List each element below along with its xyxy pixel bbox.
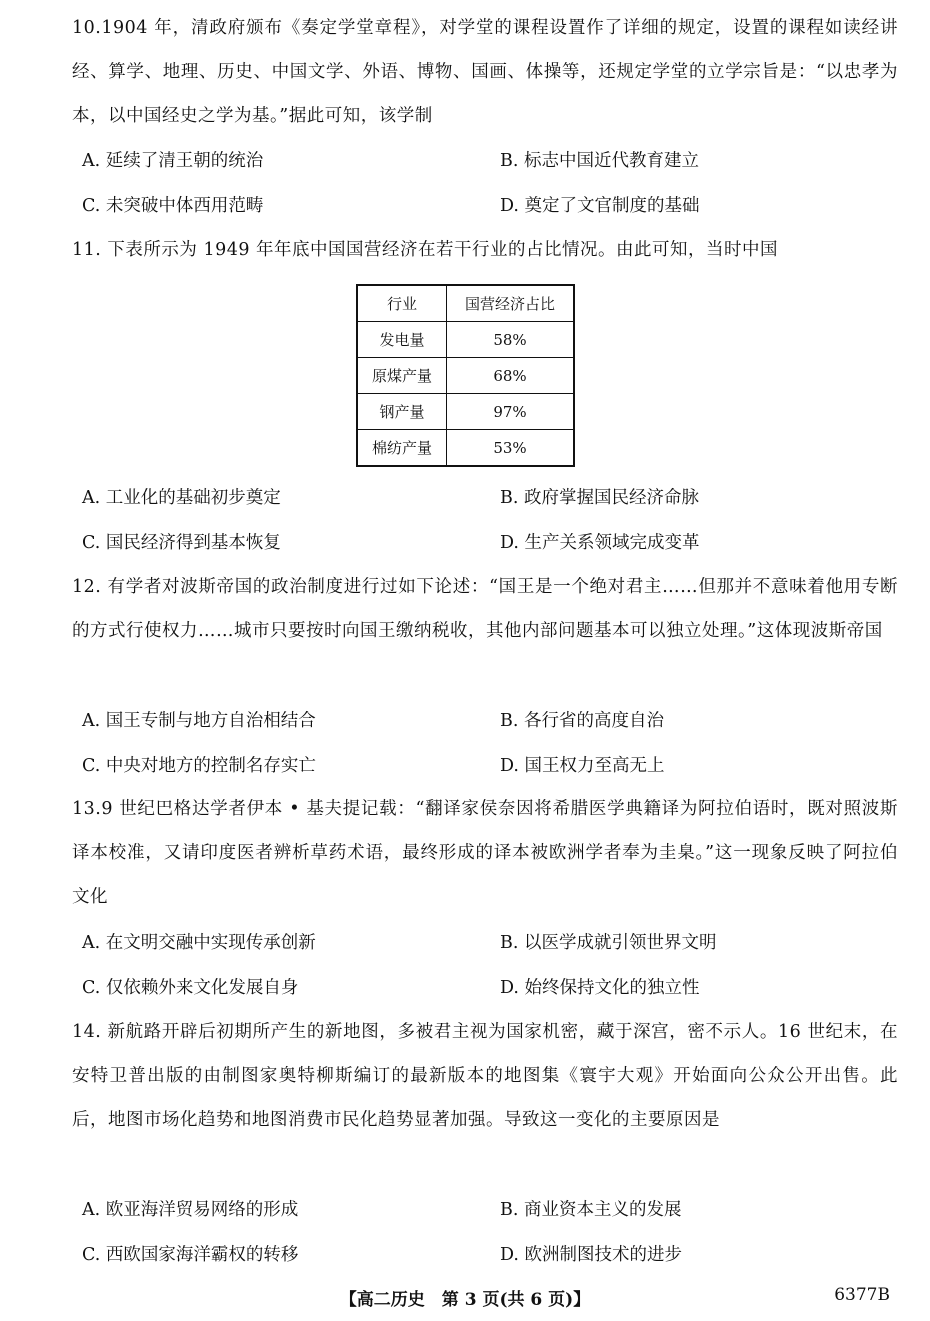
question-10-option-a: A. 延续了清王朝的统治 [82,151,264,171]
question-13-option-b: B. 以医学成就引领世界文明 [500,933,717,953]
question-12-stem: 12. 有学者对波斯帝国的政治制度进行过如下论述：“国王是一个绝对君主……但那并不意味着他用专断的方式行使权力……城市只要按时向国王缴纳税收，其他内部问题基本可以独立处理。”这体现波斯帝国 [72,577,898,641]
table-cell: 原煤产量 [357,358,447,394]
table-row [357,394,574,430]
question-11-option-a: A. 工业化的基础初步奠定 [82,488,281,508]
table-header-row [357,285,574,322]
question-12-option-b: B. 各行省的高度自治 [500,711,664,731]
question-11-option-c: C. 国民经济得到基本恢复 [82,533,281,553]
table-row [357,358,574,394]
table-cell: 68% [447,358,575,394]
question-13-option-d: D. 始终保持文化的独立性 [500,978,700,998]
question-10-option-b: B. 标志中国近代教育建立 [500,151,699,171]
question-10-option-c: C. 未突破中体西用范畴 [82,196,264,216]
footer-page-info: 【高二历史 第 3 页(共 6 页)】 [339,1290,591,1310]
question-11-option-b: B. 政府掌握国民经济命脉 [500,488,699,508]
question-12-option-a: A. 国王专制与地方自治相结合 [82,711,316,731]
table-cell: 58% [447,322,575,358]
footer-paper-code: 6377B [834,1285,890,1305]
table-cell: 发电量 [357,322,447,358]
question-14-option-d: D. 欧洲制图技术的进步 [500,1245,683,1265]
data-table [356,284,575,467]
table-cell: 棉纺产量 [357,430,447,467]
question-11-option-d: D. 生产关系领域完成变革 [500,533,700,553]
table-cell: 53% [447,430,575,467]
table-row [357,430,574,467]
question-10-option-d: D. 奠定了文官制度的基础 [500,196,700,216]
question-11-stem: 11. 下表所示为 1949 年年底中国国营经济在若干行业的占比情况。由此可知，当时中国 [72,240,779,260]
question-10-stem: 10.1904 年，清政府颁布《奏定学堂章程》，对学堂的课程设置作了详细的规定，设置的课程如读经讲经、算学、地理、历史、中国文学、外语、博物、国画、体操等，还规定学堂的立学宗旨是：“以忠孝为本，以中国经史之学为基。”据此可知，该学制 [72,18,898,126]
table-cell: 97% [447,394,575,430]
question-12-option-c: C. 中央对地方的控制名存实亡 [82,756,316,776]
table-header-cell: 国营经济占比 [447,285,575,322]
question-14-option-b: B. 商业资本主义的发展 [500,1200,682,1220]
table-row [357,322,574,358]
table-header-cell: 行业 [357,285,447,322]
question-13-option-c: C. 仅依赖外来文化发展自身 [82,978,299,998]
table-cell: 钢产量 [357,394,447,430]
question-14-option-a: A. 欧亚海洋贸易网络的形成 [82,1200,299,1220]
question-14-stem: 14. 新航路开辟后初期所产生的新地图，多被君主视为国家机密，藏于深宫，密不示人。16 世纪末，在安特卫普出版的由制图家奥特柳斯编订的最新版本的地图集《寰宇大观》开始面向公众公开出售。此后，地图市场化趋势和地图消费市民化趋势显著加强。导致这一变化的主要原因是 [72,1022,898,1130]
question-12-option-d: D. 国王权力至高无上 [500,756,665,776]
question-13-option-a: A. 在文明交融中实现传承创新 [82,933,316,953]
question-13-stem: 13.9 世纪巴格达学者伊本 • 基夫提记载：“翻译家侯奈因将希腊医学典籍译为阿拉伯语时，既对照波斯译本校准，又请印度医者辨析草药术语，最终形成的译本被欧洲学者奉为圭臬。”这一现象反映了阿拉伯文化 [72,799,898,907]
question-14-option-c: C. 西欧国家海洋霸权的转移 [82,1245,299,1265]
